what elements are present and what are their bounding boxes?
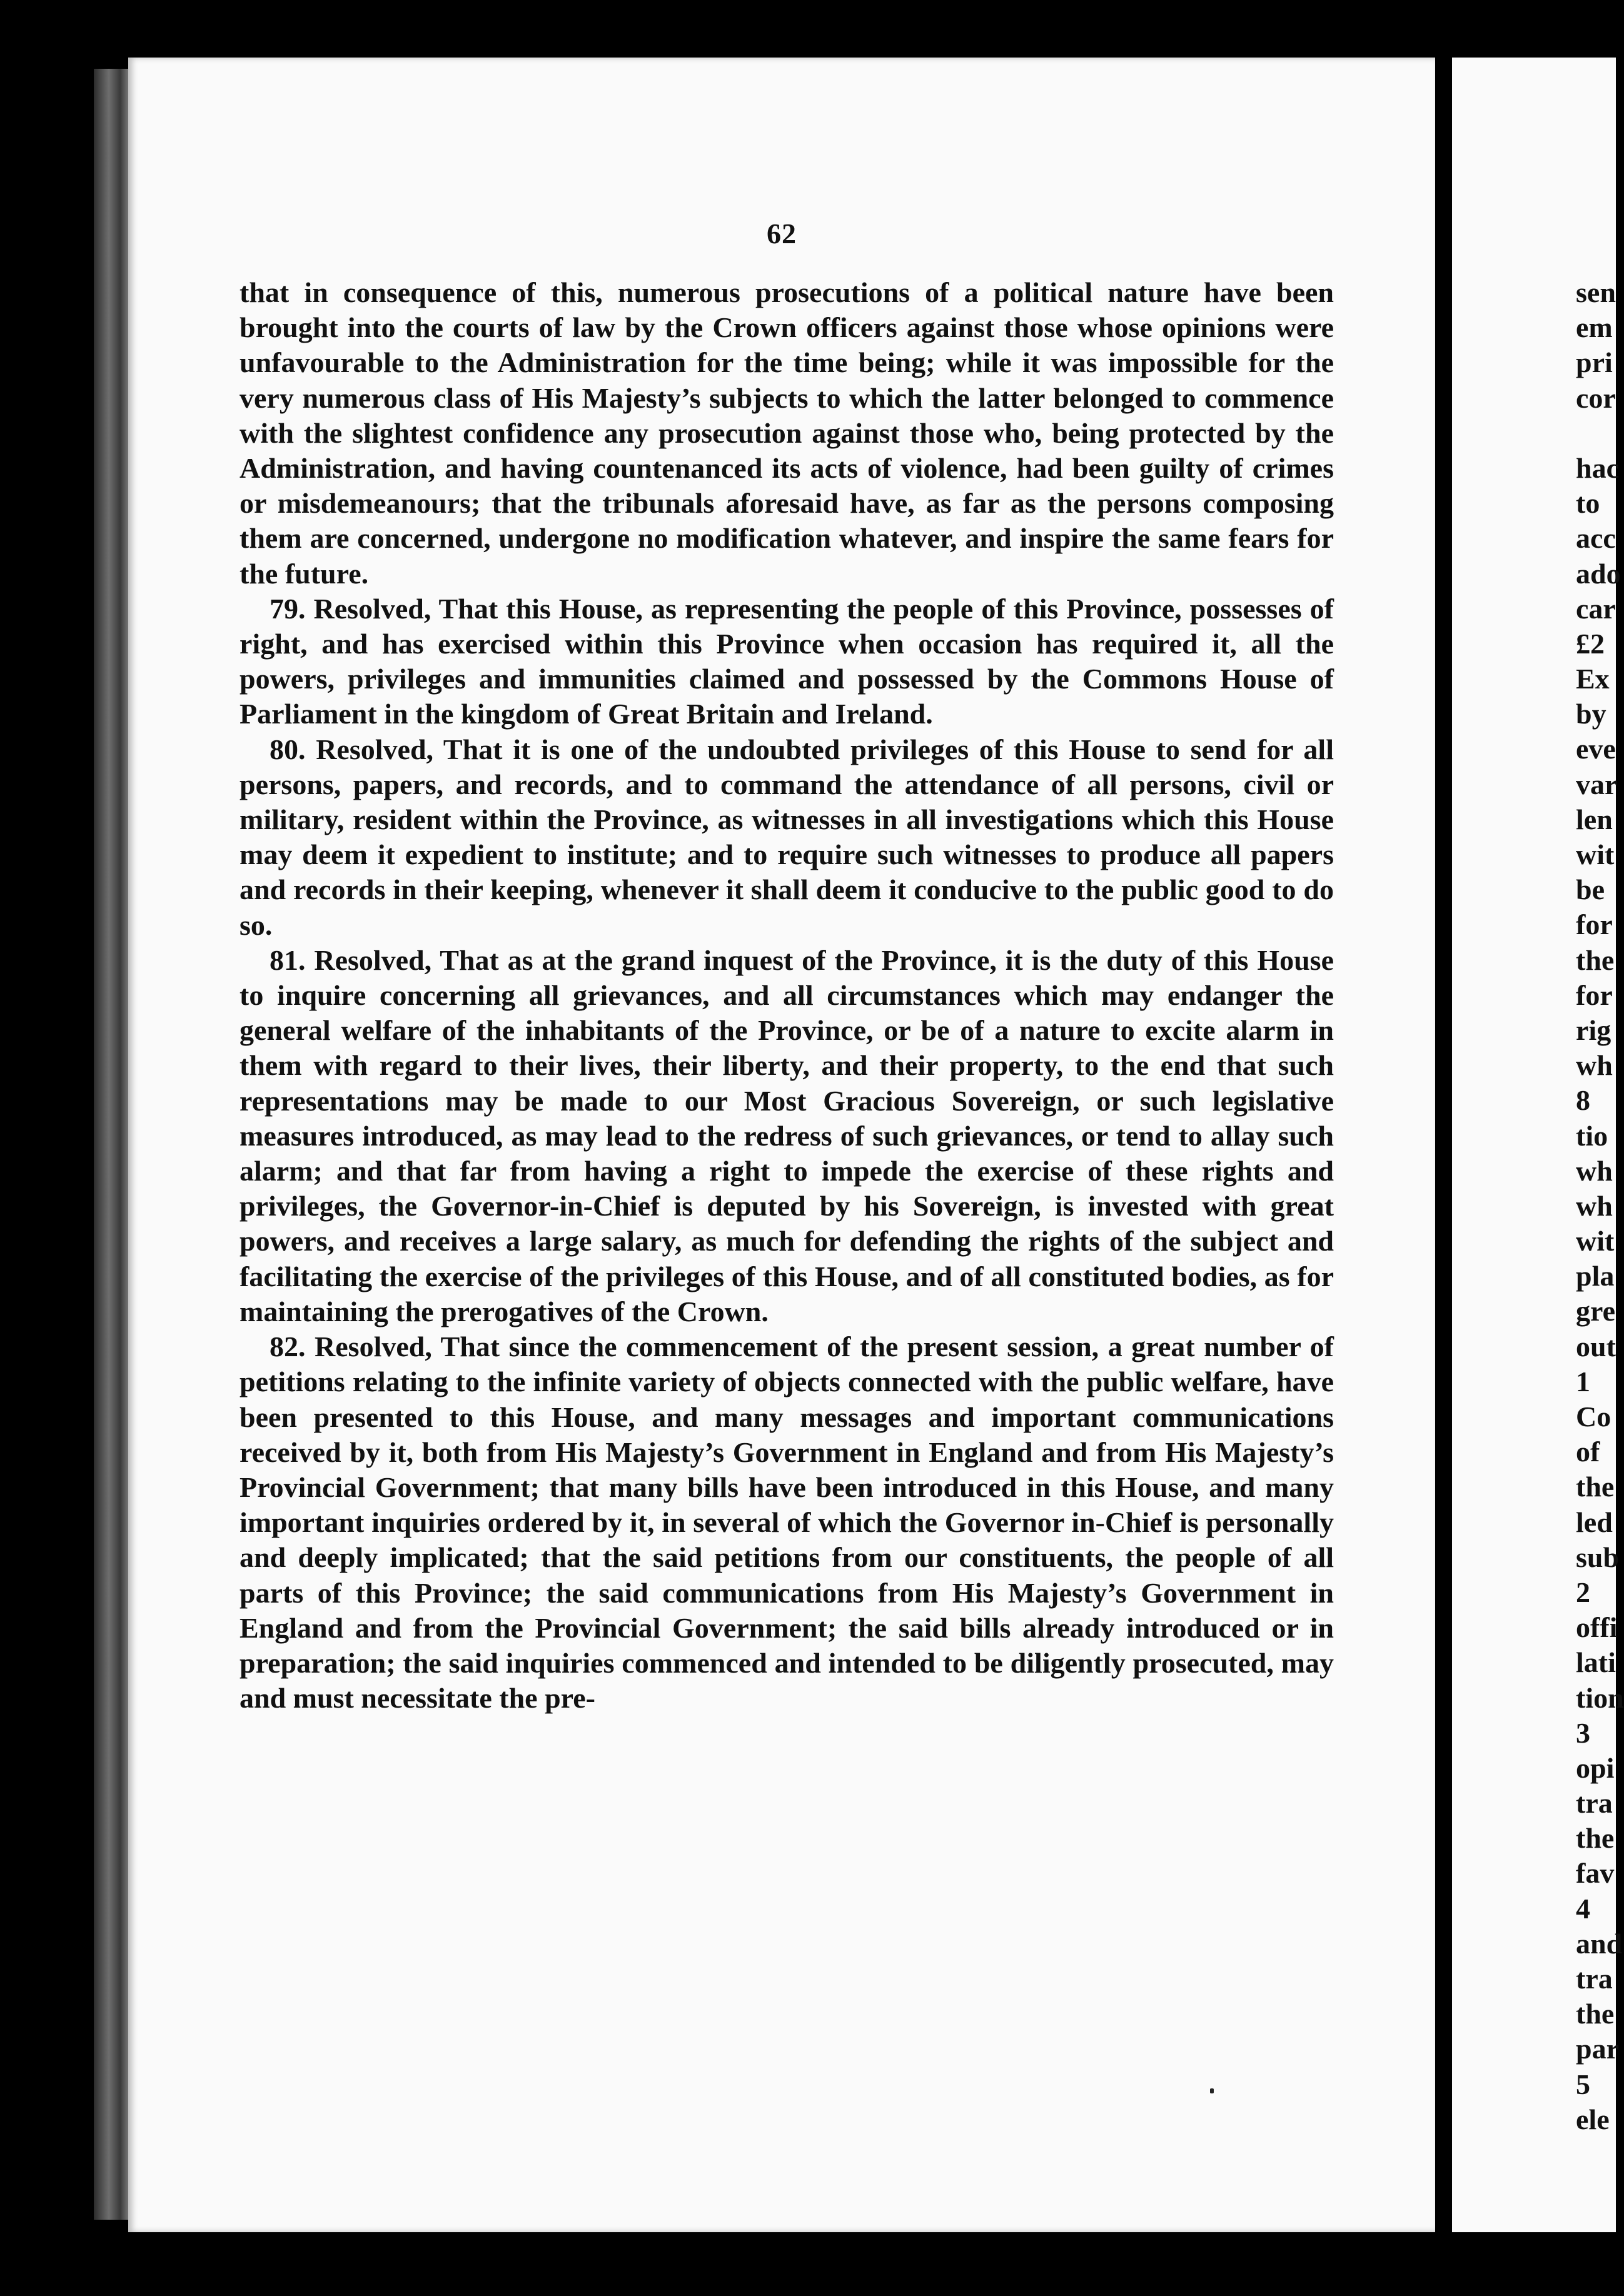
facing-page-fragment: sub — [1576, 1541, 1620, 1573]
facing-page-fragment: ele — [1576, 2103, 1610, 2135]
facing-page-fragment: cor — [1576, 381, 1616, 414]
facing-page-fragment: 3 — [1576, 1716, 1590, 1749]
facing-page-fragment: wit — [1576, 838, 1615, 870]
facing-page-fragment: par — [1576, 2033, 1619, 2065]
facing-page-fragment: led — [1576, 1506, 1613, 1538]
facing-page-fragment: and — [1576, 1927, 1623, 1960]
facing-page-fragment: 5 — [1576, 2068, 1590, 2100]
facing-page-fragment: out — [1576, 1330, 1616, 1362]
paragraph-resolution-82: 82. Resolved, That since the commencement of the present session, a great number of petitions relating to the infinite variety of objects connected with the public welfare, have been presented to this House, and many messages and important communications received by it, both from His Majesty’s Government in England and from His Majesty’s Provincial Government; that many bills have been introduced in this House, and many important inquiries ordered by it, in several of which the Governor in-Chief is personally and deeply implicated; that the said petitions from our constituents, the people of all parts of this Province; the said communications from His Majesty’s Government in England and from the Provincial Government; the said bills already introduced or in preparation; the said inquiries commenced and intended to be diligently prosecuted, may and must necessitate the pre- — [240, 1331, 1334, 1714]
facing-page-fragment: 8 — [1576, 1084, 1590, 1117]
facing-page-fragment: wh — [1576, 1189, 1613, 1222]
paragraph-resolution-80: 80. Resolved, That it is one of the undoubted privileges of this House to send for all persons, papers, and records, and to command the attendance of all persons, civil or military, resident within the Province, as witnesses in all investigations which this House may deem it expedient to institute; and to require such witnesses to produce all papers and records in their keeping, whenever it shall deem it conducive to the public good to do so. — [240, 733, 1334, 941]
facing-page-fragment: of — [1576, 1436, 1600, 1468]
facing-page-fragment: the — [1576, 1471, 1615, 1503]
facing-page-fragment: tio — [1576, 1119, 1608, 1152]
facing-page-fragment: pla — [1576, 1260, 1615, 1292]
facing-page-fragment: acc — [1576, 522, 1616, 555]
facing-page-fragment: Ex — [1576, 663, 1610, 695]
facing-page-fragment: len — [1576, 803, 1613, 835]
paragraph-continued: that in consequence of this, numerous prosecutions of a political nature have been brought into the courts of law by the Crown officers against those whose opinions were unfavourable to the Administration for the time being; while it was impossible for the very numerous class of His Majesty’s subjects to which the latter belonged to commence with the slightest confidence any prosecution against those who, being protected by the Administration, and having countenanced its acts of violence, had been guilty of crimes or misdemeanours; that the tribunals aforesaid have, as far as the persons composing them are concerned, undergone no modification whatever, and inspire the same fears for the future. — [240, 276, 1334, 590]
facing-page-fragment: car — [1576, 592, 1616, 625]
facing-page-fragment: 2 — [1576, 1576, 1590, 1608]
facing-page-fragment: for — [1576, 909, 1613, 941]
facing-page-fragment: wh — [1576, 1154, 1613, 1187]
facing-page-fragment — [1576, 416, 1616, 451]
facing-page-fragment: wh — [1576, 1049, 1613, 1082]
facing-page-fragment: for — [1576, 979, 1613, 1011]
facing-page-fragment: pri — [1576, 346, 1613, 379]
facing-page-fragment: 4 — [1576, 1892, 1590, 1925]
page-number: 62 — [767, 218, 797, 249]
facing-page-text-fragments — [1576, 275, 1624, 2137]
facing-page-fragment: var — [1576, 768, 1618, 800]
facing-page-fragment: tra — [1576, 1963, 1613, 1995]
paragraph-resolution-79: 79. Resolved, That this House, as representing the people of this Province, possesses of right, and has exercised within this Province when occasion has required it, all the powers, privileges and immunities claimed and possessed by the Commons House of Parliament in the kingdom of Great Britain and Ireland. — [240, 592, 1334, 730]
facing-page-fragment: 1 — [1576, 1365, 1590, 1397]
facing-page-fragment: sen — [1576, 276, 1616, 308]
facing-page-fragment: rig — [1576, 1014, 1611, 1046]
page-body — [240, 275, 1334, 1716]
facing-page-fragment: fav — [1576, 1857, 1615, 1890]
facing-page-fragment: hac — [1576, 451, 1619, 484]
facing-page-fragment: lati — [1576, 1646, 1616, 1679]
facing-page-fragment: by — [1576, 698, 1606, 730]
facing-page-fragment: offi — [1576, 1611, 1618, 1644]
book-gutter — [94, 69, 131, 2220]
facing-page-fragment: £2 — [1576, 627, 1605, 660]
facing-page-fragment: to — [1576, 487, 1600, 520]
paragraph-resolution-81: 81. Resolved, That as at the grand inquest of the Province, it is the duty of this House to inquire concerning all grievances, and all circumstances which may endanger the general welfare of the inhabitants of the Province, or be of a nature to excite alarm in them with regard to their lives, their liberty, and their property, to the end that such representations may be made to our Most Gracious Sovereign, or such legislative measures introduced, as may lead to the redress of such grievances, or tend to allay such alarm; and that far from having a right to impede the exercise of these rights and privileges, the Governor-in-Chief is deputed by his Sovereign, is invested with great powers, and receives a large salary, as much for defending the rights of the subject and facilitating the exercise of the privileges of this House, and of all constituted bodies, as for maintaining the prerogatives of the Crown. — [240, 944, 1334, 1327]
facing-page-fragment: ado — [1576, 557, 1621, 590]
facing-page-fragment: the — [1576, 1822, 1615, 1855]
facing-page-fragment: opi — [1576, 1751, 1615, 1784]
facing-page-fragment: em — [1576, 311, 1613, 344]
facing-page-fragment: the — [1576, 1998, 1615, 2030]
facing-page-fragment: Co — [1576, 1401, 1611, 1432]
facing-page-fragment: tion — [1576, 1681, 1624, 1714]
facing-page-fragment: wit — [1576, 1225, 1615, 1257]
facing-page-fragment: eve — [1576, 733, 1616, 765]
facing-page-fragment: gre — [1576, 1295, 1616, 1327]
facing-page-fragment: tra — [1576, 1787, 1613, 1820]
ink-speck — [1210, 2088, 1214, 2093]
facing-page-fragment: be — [1576, 874, 1605, 906]
facing-page-fragment: the — [1576, 944, 1615, 976]
